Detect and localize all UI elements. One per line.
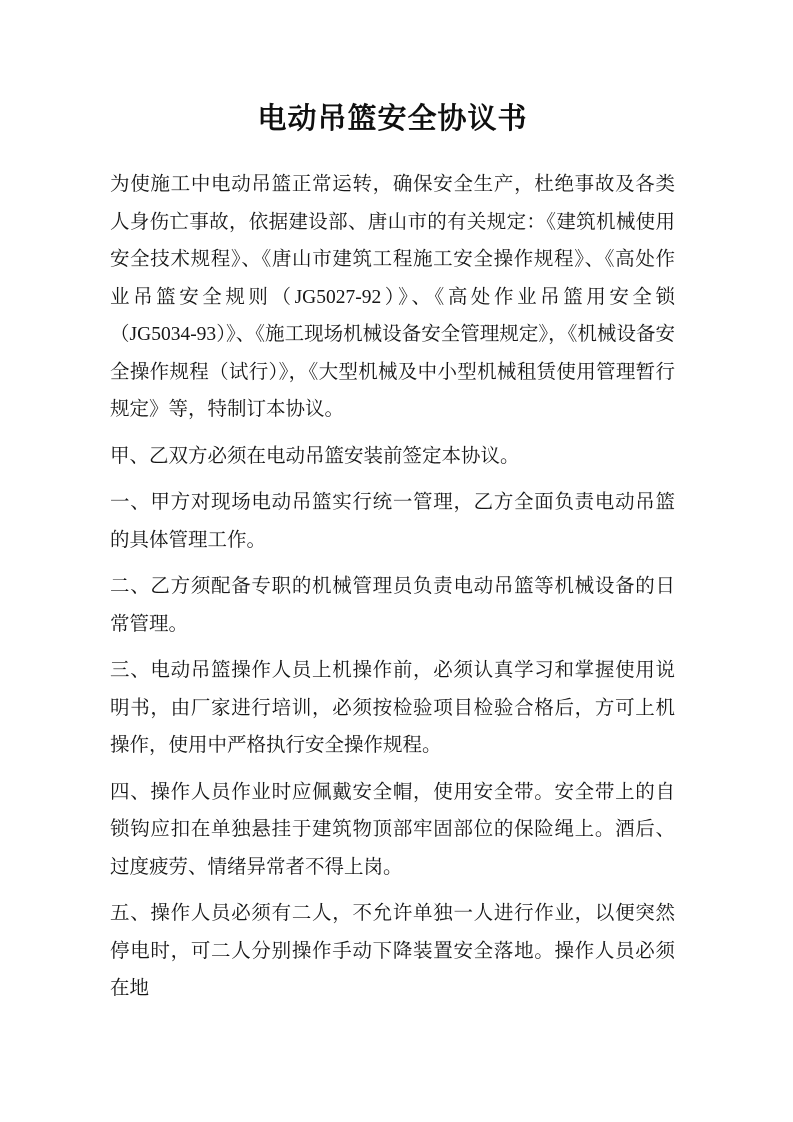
document-title: 电动吊篮安全协议书 — [257, 103, 528, 135]
clause-1: 一、甲方对现场电动吊篮实行统一管理，乙方全面负责电动吊篮的具体管理工作。 — [110, 492, 675, 551]
clause-2: 二、乙方须配备专职的机械管理员负责电动吊篮等机械设备的日常管理。 — [110, 576, 675, 635]
paragraph-intro: 为使施工中电动吊篮正常运转，确保安全生产，杜绝事故及各类人身伤亡事故，依据建设部、唐山市的有关规定：《建筑机械使用安全技术规程》、《唐山市建筑工程施工安全操作规程》、《高处作业吊篮安全规则（JG5027-92）》、《高处作业吊篮用安全锁（JG5034-93）》、《施工现场机械设备安全管理规定》，《机械设备安全操作规程（试行）》，《大型机械及中小型机械租赁使用管理暂行规定》等，特制订本协议。 — [110, 174, 675, 420]
clause-4: 四、操作人员作业时应佩戴安全帽，使用安全带。安全带上的自锁钩应扣在单独悬挂于建筑物顶部牢固部位的保险绳上。酒后、过度疲劳、情绪异常者不得上岗。 — [110, 781, 675, 878]
clause-5: 五、操作人员必须有二人，不允许单独一人进行作业，以便突然停电时，可二人分别操作手动下降装置安全落地。操作人员必须在地 — [110, 903, 675, 999]
paragraph-signing-requirement: 甲、乙双方必须在电动吊篮安装前签定本协议。 — [110, 445, 520, 467]
document-body — [110, 166, 675, 1008]
clause-3: 三、电动吊篮操作人员上机操作前，必须认真学习和掌握使用说明书，由厂家进行培训，必须按检验项目检验合格后，方可上机操作，使用中严格执行安全操作规程。 — [110, 660, 675, 756]
